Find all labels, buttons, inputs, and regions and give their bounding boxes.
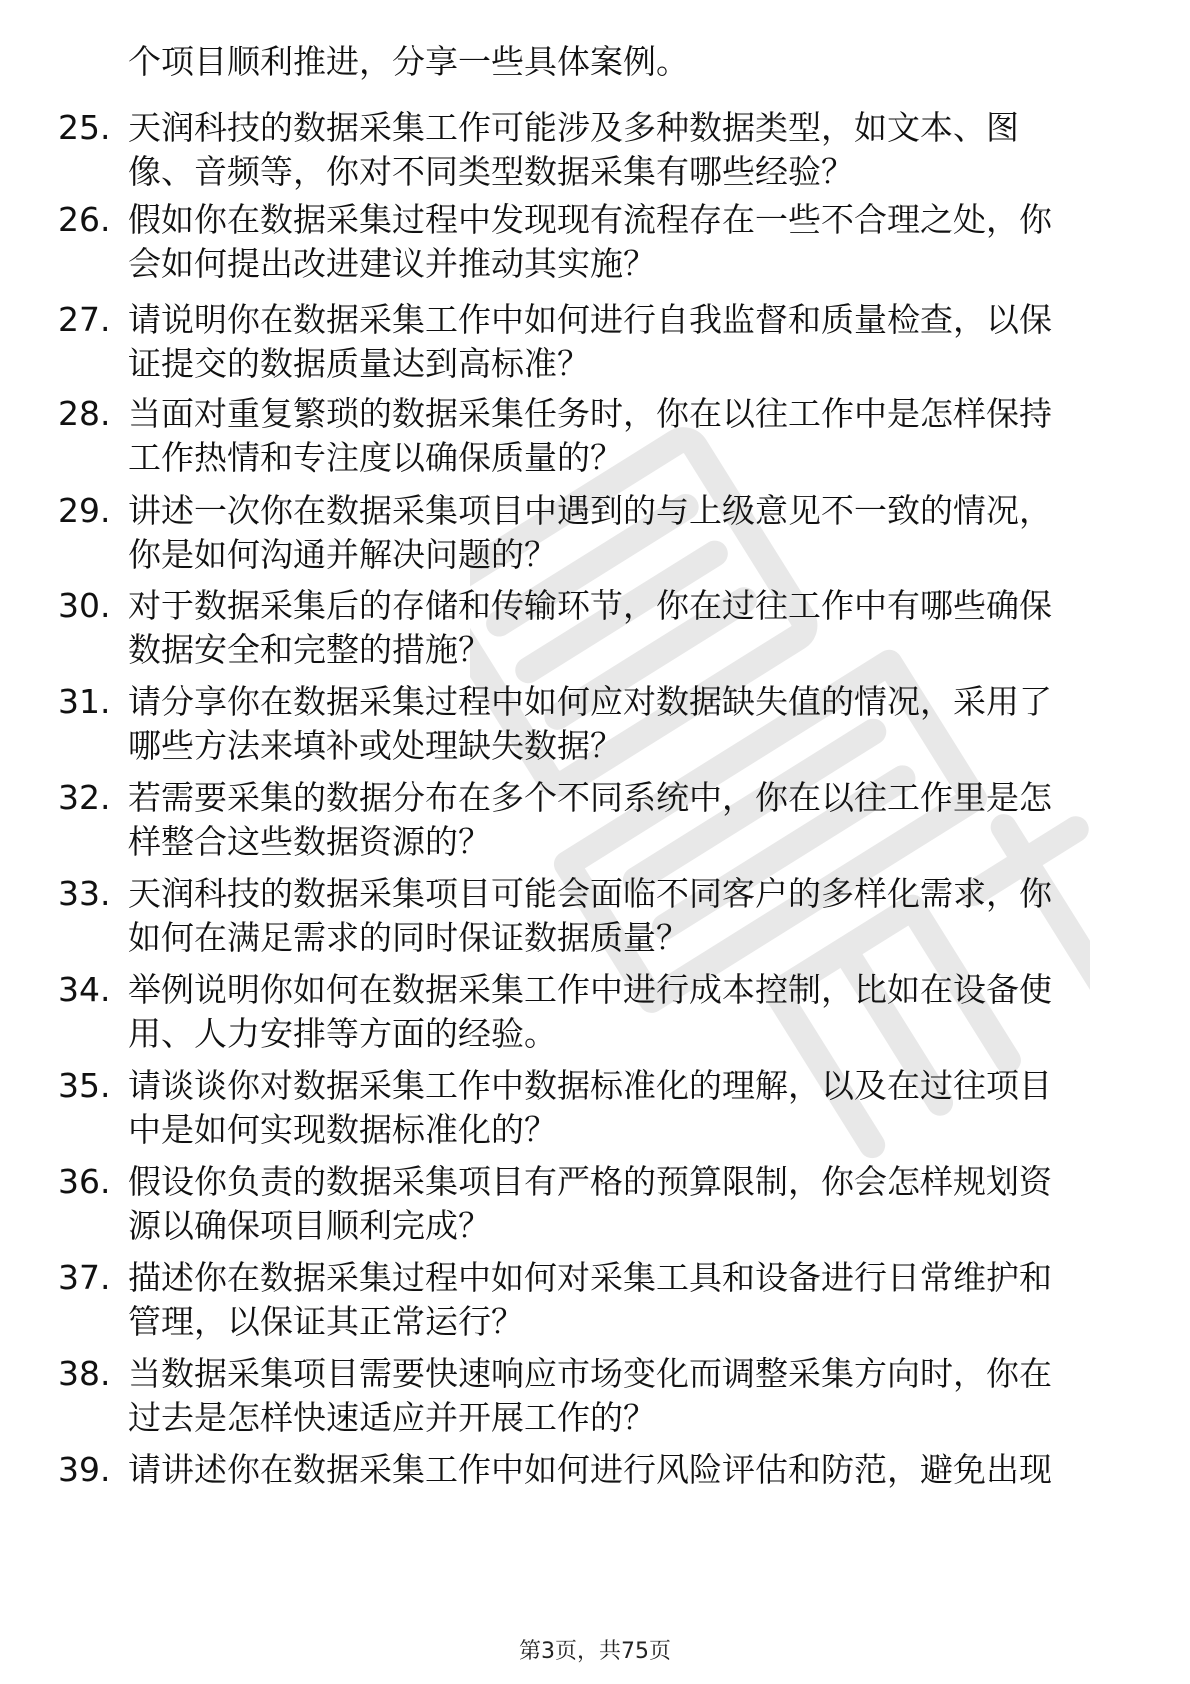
- question-text-line2: 源以确保项目顺利完成？: [128, 1206, 491, 1245]
- continuation-text: 个项目顺利推进，分享一些具体案例。: [128, 42, 689, 81]
- question-text-line1: 当面对重复繁琐的数据采集任务时，你在以往工作中是怎样保持: [128, 394, 1052, 433]
- question-number: 39.: [58, 1450, 111, 1489]
- question-text-line1: 天润科技的数据采集工作可能涉及多种数据类型，如文本、图: [128, 108, 1019, 147]
- question-number: 29.: [58, 491, 111, 530]
- question-number: 25.: [58, 108, 111, 147]
- question-number: 30.: [58, 586, 111, 625]
- question-number: 36.: [58, 1162, 111, 1201]
- question-number: 38.: [58, 1354, 111, 1393]
- question-text-line1: 讲述一次你在数据采集项目中遇到的与上级意见不一致的情况，: [128, 491, 1052, 530]
- question-text-line2: 证提交的数据质量达到高标准？: [128, 344, 590, 383]
- question-text-line1: 举例说明你如何在数据采集工作中进行成本控制，比如在设备使: [128, 970, 1052, 1009]
- question-number: 26.: [58, 200, 111, 239]
- question-number: 32.: [58, 778, 111, 817]
- question-text-line2: 样整合这些数据资源的？: [128, 822, 491, 861]
- question-text-line1: 当数据采集项目需要快速响应市场变化而调整采集方向时，你在: [128, 1354, 1052, 1393]
- question-number: 35.: [58, 1066, 111, 1105]
- question-text-line2: 数据安全和完整的措施？: [128, 630, 491, 669]
- question-text-line1: 请分享你在数据采集过程中如何应对数据缺失值的情况，采用了: [128, 682, 1052, 721]
- question-text-line1: 对于数据采集后的存储和传输环节，你在过往工作中有哪些确保: [128, 586, 1052, 625]
- question-number: 34.: [58, 970, 111, 1009]
- question-text-line1: 天润科技的数据采集项目可能会面临不同客户的多样化需求，你: [128, 874, 1052, 913]
- question-text-line2: 工作热情和专注度以确保质量的？: [128, 438, 623, 477]
- question-text-line1: 请说明你在数据采集工作中如何进行自我监督和质量检查，以保: [128, 300, 1052, 339]
- question-text-line1: 描述你在数据采集过程中如何对采集工具和设备进行日常维护和: [128, 1258, 1052, 1297]
- question-text-line2: 中是如何实现数据标准化的？: [128, 1110, 557, 1149]
- question-text-line2: 管理，以保证其正常运行？: [128, 1302, 524, 1341]
- question-text-line2: 哪些方法来填补或处理缺失数据？: [128, 726, 623, 765]
- question-number: 28.: [58, 394, 111, 433]
- question-number: 37.: [58, 1258, 111, 1297]
- question-text-line2: 如何在满足需求的同时保证数据质量？: [128, 918, 689, 957]
- question-text-line2: 你是如何沟通并解决问题的？: [128, 535, 557, 574]
- question-text-line2: 用、人力安排等方面的经验。: [128, 1014, 557, 1053]
- question-text-line1: 假如你在数据采集过程中发现现有流程存在一些不合理之处，你: [128, 200, 1052, 239]
- page-footer: 第3页，共75页: [519, 1639, 671, 1664]
- question-text-line1: 假设你负责的数据采集项目有严格的预算限制，你会怎样规划资: [128, 1162, 1052, 1201]
- question-text-line1: 请谈谈你对数据采集工作中数据标准化的理解，以及在过往项目: [128, 1066, 1052, 1105]
- question-number: 27.: [58, 300, 111, 339]
- question-text-line1: 若需要采集的数据分布在多个不同系统中，你在以往工作里是怎: [128, 778, 1052, 817]
- question-number: 31.: [58, 682, 111, 721]
- question-text-line2: 过去是怎样快速适应并开展工作的？: [128, 1398, 656, 1437]
- question-text-line2: 会如何提出改进建议并推动其实施？: [128, 244, 656, 283]
- question-text-line2: 像、音频等，你对不同类型数据采集有哪些经验？: [128, 152, 854, 191]
- question-number: 33.: [58, 874, 111, 913]
- question-text-line1: 请讲述你在数据采集工作中如何进行风险评估和防范，避免出现: [128, 1450, 1052, 1489]
